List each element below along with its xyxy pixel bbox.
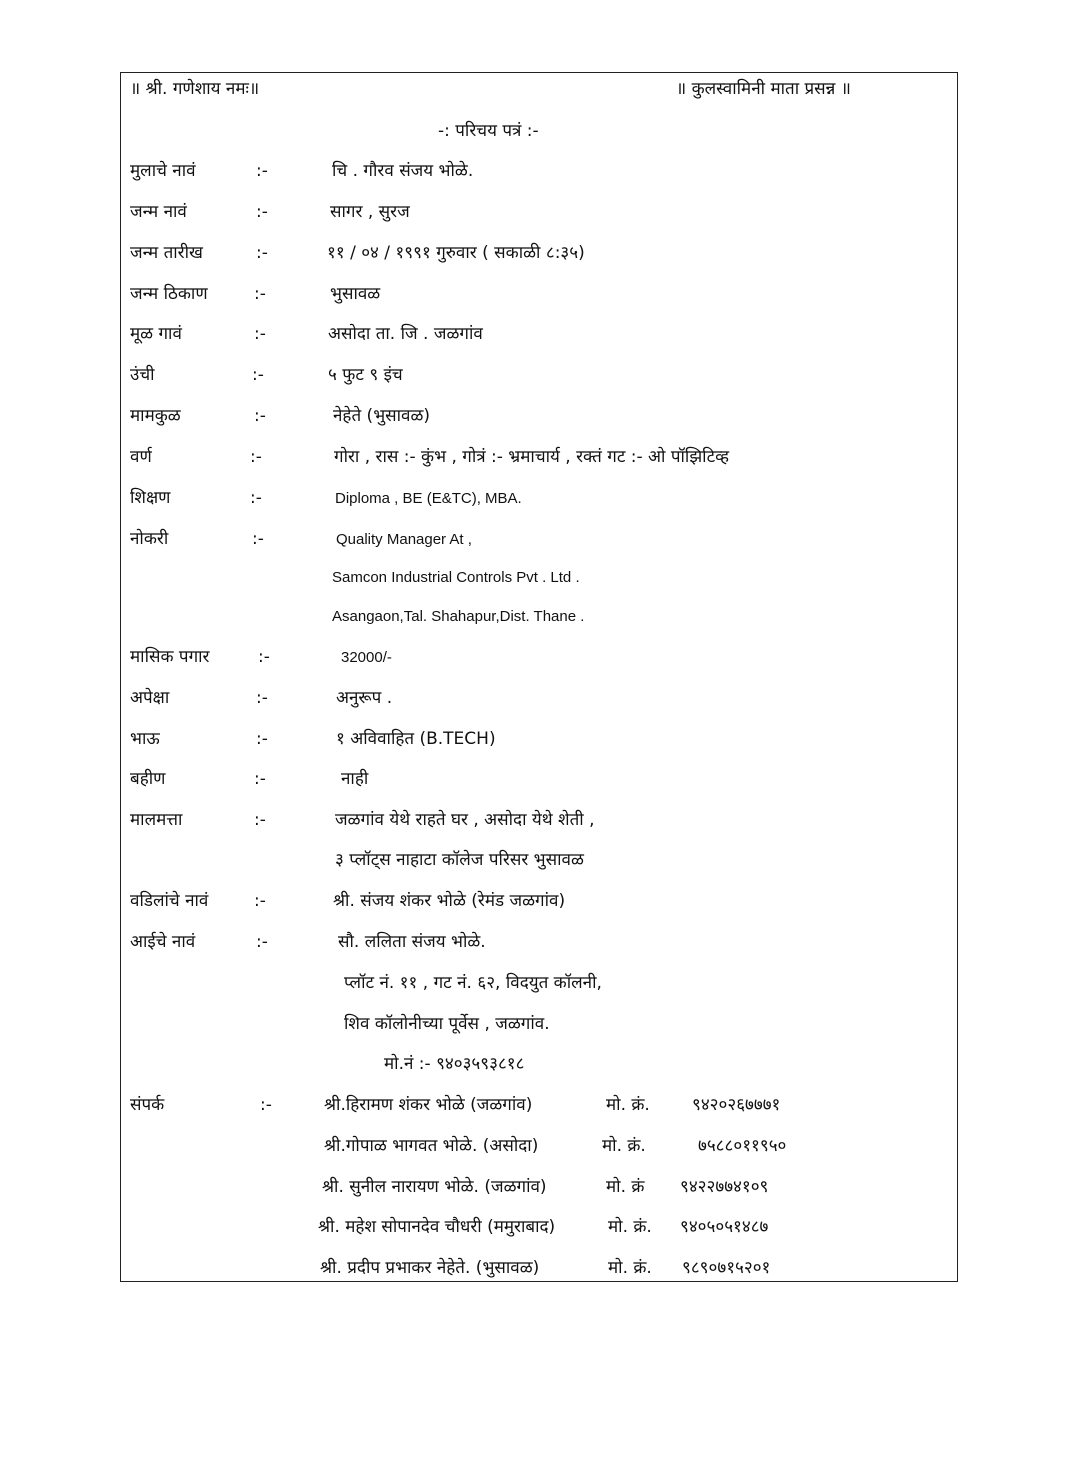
right-invocation: ॥ कुलस्वामिनी माता प्रसन्न ॥ <box>676 79 851 99</box>
field-separator: :- <box>254 324 266 344</box>
contact-number: ९८९०७१५२०१ <box>682 1258 771 1278</box>
field-value: जळगांव येथे राहते घर , असोदा येथे शेती , <box>335 810 595 830</box>
contact-name: श्री.गोपाळ भागवत भोळे. (असोदा) <box>324 1136 539 1156</box>
contact-mo-label: मो. क्रं. <box>602 1136 646 1156</box>
field-label: मालमत्ता <box>130 810 183 830</box>
field-separator: :- <box>252 365 264 385</box>
field-value: १ अविवाहित (B.TECH) <box>336 729 496 749</box>
field-label: नोकरी <box>130 529 169 549</box>
field-label: मुलाचे नावं <box>130 161 196 181</box>
field-value: ५ फुट ९ इंच <box>328 365 403 385</box>
field-value: चि . गौरव संजय भोळे. <box>332 161 474 181</box>
field-label: जन्म नावं <box>130 202 187 222</box>
field-value: नेहेते (भुसावळ) <box>333 406 431 426</box>
field-label: मूळ गावं <box>130 324 182 344</box>
field-separator: :- <box>250 488 262 508</box>
field-label: मासिक पगार <box>130 647 210 667</box>
contact-name: श्री. महेश सोपानदेव चौधरी (ममुराबाद) <box>318 1217 556 1237</box>
field-separator: :- <box>254 769 266 789</box>
contact-mo-label: मो. क्रं. <box>608 1258 652 1278</box>
contact-mo-label: मो. क्रं. <box>606 1095 650 1115</box>
field-label: जन्म ठिकाण <box>130 284 208 304</box>
field-value: Quality Manager At , <box>336 531 472 548</box>
field-value: गोरा , रास :- कुंभ , गोत्रं :- भ्रमाचार्य , रक्तं गट :- ओ पॉझिटिव्ह <box>334 447 730 467</box>
field-separator: :- <box>256 161 268 181</box>
field-label: वडिलांचे नावं <box>130 891 209 911</box>
contact-number: ७५८८०११९५० <box>698 1136 787 1156</box>
field-separator: :- <box>258 647 270 667</box>
contact-name: श्री. सुनील नारायण भोळे. (जळगांव) <box>322 1177 547 1197</box>
field-value: ३ प्लॉट्स नाहाटा कॉलेज परिसर भुसावळ <box>335 850 584 870</box>
field-value: अनुरूप . <box>336 688 393 708</box>
field-separator: :- <box>250 447 262 467</box>
field-separator: :- <box>256 688 268 708</box>
field-separator: :- <box>256 202 268 222</box>
field-separator: :- <box>256 932 268 952</box>
field-separator: :- <box>254 406 266 426</box>
field-value: Asangaon,Tal. Shahapur,Dist. Thane . <box>332 608 585 625</box>
field-label: बहीण <box>130 769 166 789</box>
field-separator: :- <box>260 1095 272 1115</box>
field-value: नाही <box>341 769 369 789</box>
field-separator: :- <box>256 243 268 263</box>
field-value: ११ / ०४ / १९९१ गुरुवार ( सकाळी ८:३५) <box>327 243 585 263</box>
field-label: उंची <box>130 365 155 385</box>
contact-name: श्री. प्रदीप प्रभाकर नेहेते. (भुसावळ) <box>320 1258 540 1278</box>
contact-label: संपर्क <box>130 1095 165 1115</box>
field-value: Diploma , BE (E&TC), MBA. <box>335 490 522 507</box>
mother-mobile: मो.नं :- ९४०३५९३८१८ <box>384 1054 525 1074</box>
field-label: अपेक्षा <box>130 688 170 708</box>
document-title: -: परिचय पत्रं :- <box>438 121 539 141</box>
contact-mo-label: मो. क्रं <box>606 1177 645 1197</box>
field-label: मामकुळ <box>130 406 181 426</box>
field-label: शिक्षण <box>130 488 171 508</box>
field-label: वर्ण <box>130 447 152 467</box>
field-value: भुसावळ <box>330 284 381 304</box>
address-line: प्लॉट नं. ११ , गट नं. ६२, विदयुत कॉलनी, <box>344 973 602 993</box>
field-separator: :- <box>252 529 264 549</box>
field-value: असोदा ता. जि . जळगांव <box>328 324 483 344</box>
contact-mo-label: मो. क्रं. <box>608 1217 652 1237</box>
field-value: Samcon Industrial Controls Pvt . Ltd . <box>332 569 580 586</box>
contact-name: श्री.हिरामण शंकर भोळे (जळगांव) <box>324 1095 533 1115</box>
address-line: शिव कॉलोनीच्या पूर्वेस , जळगांव. <box>344 1014 550 1034</box>
left-invocation: ॥ श्री. गणेशाय नमः॥ <box>130 79 260 99</box>
field-separator: :- <box>254 284 266 304</box>
field-separator: :- <box>254 810 266 830</box>
contact-number: ९४२०२६७७७१ <box>692 1095 781 1115</box>
field-label: भाऊ <box>130 729 160 749</box>
contact-number: ९४२२७७४१०९ <box>680 1177 769 1197</box>
field-value: श्री. संजय शंकर भोळे (रेमंड जळगांव) <box>333 891 566 911</box>
field-value: 32000/- <box>341 649 392 666</box>
field-separator: :- <box>256 729 268 749</box>
field-label: आईचे नावं <box>130 932 196 952</box>
field-label: जन्म तारीख <box>130 243 203 263</box>
contact-number: ९४०५०५१४८७ <box>680 1217 769 1237</box>
field-value: सागर , सुरज <box>330 202 410 222</box>
field-value: सौ. ललिता संजय भोळे. <box>338 932 486 952</box>
field-separator: :- <box>254 891 266 911</box>
